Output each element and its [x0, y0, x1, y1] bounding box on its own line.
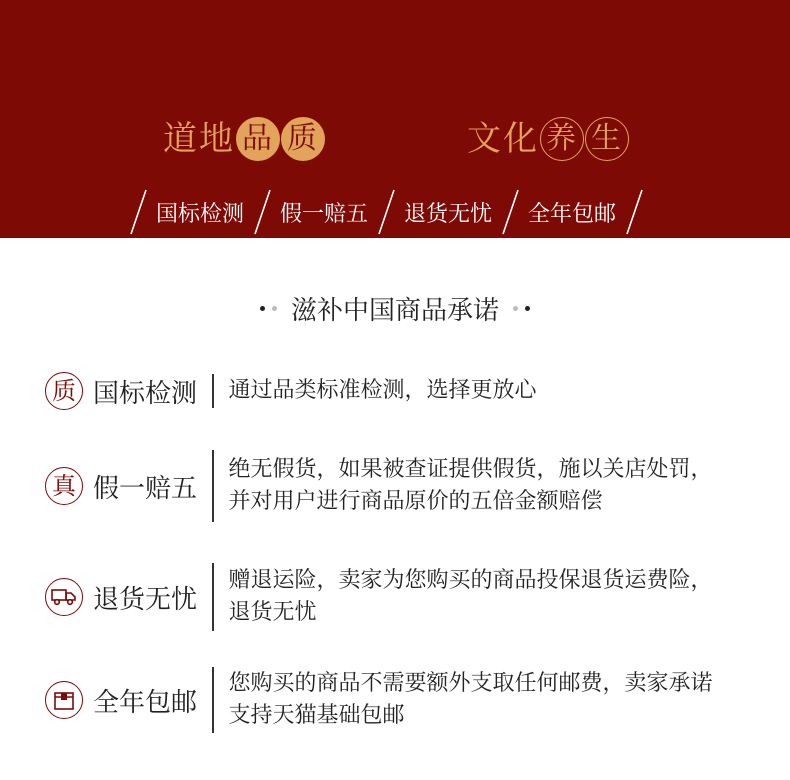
- row-description: 通过品类标准检测，选择更放心: [228, 378, 537, 403]
- promise-free-shipping: 全年包邮: [528, 201, 617, 227]
- promise-fake-compensation: 假一赔五: [280, 201, 369, 227]
- row-divider: [212, 450, 214, 522]
- quality-badge-icon: 质: [45, 372, 83, 410]
- section-title: [0, 290, 790, 327]
- promise-row-free-shipping: [45, 667, 719, 733]
- row-description: 赠退运险，卖家为您购买的商品投保退货运费险，退货无忧: [228, 568, 713, 625]
- slash-divider: [252, 188, 274, 236]
- slogan-right-circle-2: 生: [585, 117, 629, 161]
- row-title: 退货无忧: [93, 584, 198, 615]
- truck-icon-svg: [51, 588, 77, 606]
- promise-strip: [128, 188, 646, 236]
- promise-row-national-standard: [45, 372, 719, 410]
- slogan-right-text: 文化: [467, 119, 539, 159]
- slogan-right-circle-1: 养: [540, 117, 584, 161]
- row-title: 国标检测: [93, 378, 198, 409]
- promise-row-fake-compensation: [45, 450, 719, 522]
- package-icon-svg: [53, 689, 75, 711]
- row-divider: [212, 563, 214, 631]
- slogan-left-circle-1: 品: [236, 117, 280, 161]
- promise-national-standard: 国标检测: [156, 201, 245, 227]
- row-divider: [212, 667, 214, 733]
- slash-divider: [128, 188, 150, 236]
- row-description: 绝无假货，如果被查证提供假货，施以关店处罚，并对用户进行商品原价的五倍金额赔偿: [228, 457, 713, 514]
- header-banner: [0, 0, 790, 238]
- slash-divider: [624, 188, 646, 236]
- genuine-badge-icon: 真: [45, 467, 83, 505]
- section-title-text: 滋补中国商品承诺: [290, 296, 499, 326]
- row-title: 全年包邮: [93, 687, 198, 718]
- title-dots-left: [260, 306, 277, 311]
- title-dots-right: [513, 306, 530, 311]
- slogan-left-text: 道地: [163, 119, 235, 159]
- slogan-culture-health: [467, 116, 629, 162]
- row-title: 假一赔五: [93, 473, 198, 504]
- slash-divider: [376, 188, 398, 236]
- promise-easy-return: 退货无忧: [404, 201, 493, 227]
- slogan-left-circle-2: 质: [281, 117, 325, 161]
- row-divider: [212, 374, 214, 408]
- truck-icon: [45, 578, 83, 616]
- promise-row-easy-return: [45, 563, 719, 631]
- slash-divider: [500, 188, 522, 236]
- slogan-authentic-quality: [163, 116, 325, 162]
- package-icon: [45, 681, 83, 719]
- row-description: 您购买的商品不需要额外支取任何邮费，卖家承诺支持天猫基础包邮: [228, 671, 713, 728]
